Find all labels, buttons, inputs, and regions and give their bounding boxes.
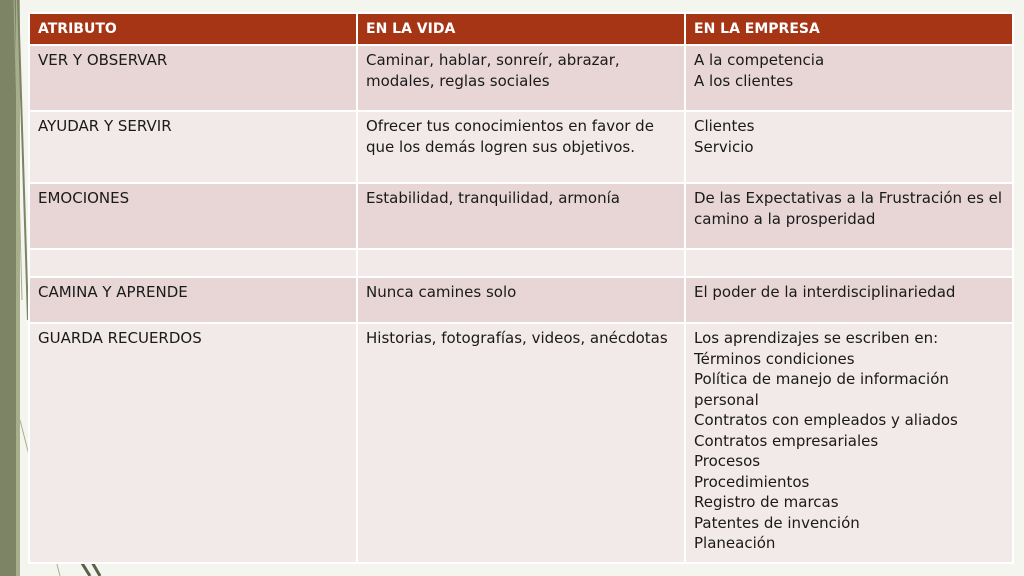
table-cell: GUARDA RECUERDOS xyxy=(29,323,357,563)
table-row xyxy=(29,323,1013,563)
table-row xyxy=(29,111,1013,183)
table-cell xyxy=(357,249,685,277)
table-row xyxy=(29,183,1013,249)
table-cell: VER Y OBSERVAR xyxy=(29,45,357,111)
header-row xyxy=(29,13,1013,45)
header-en-la-vida: EN LA VIDA xyxy=(357,13,685,45)
table-row xyxy=(29,277,1013,323)
table-cell: Historias, fotografías, videos, anécdotas xyxy=(357,323,685,563)
table-cell: CAMINA Y APRENDE xyxy=(29,277,357,323)
table-cell: De las Expectativas a la Frustración es el camino a la prosperidad xyxy=(685,183,1013,249)
table-cell xyxy=(685,249,1013,277)
header-atributo: ATRIBUTO xyxy=(29,13,357,45)
table-cell xyxy=(29,249,357,277)
table-cell: Clientes Servicio xyxy=(685,111,1013,183)
table-row-empty xyxy=(29,249,1013,277)
table-cell: EMOCIONES xyxy=(29,183,357,249)
table-row xyxy=(29,45,1013,111)
table-cell: Estabilidad, tranquilidad, armonía xyxy=(357,183,685,249)
table-cell: AYUDAR Y SERVIR xyxy=(29,111,357,183)
attributes-table xyxy=(28,12,1014,564)
table-cell: Nunca camines solo xyxy=(357,277,685,323)
header-en-la-empresa: EN LA EMPRESA xyxy=(685,13,1013,45)
table-cell: A la competencia A los clientes xyxy=(685,45,1013,111)
table-cell: Caminar, hablar, sonreír, abrazar, modales, reglas sociales xyxy=(357,45,685,111)
table-cell: Los aprendizajes se escriben en: Términos condiciones Política de manejo de información personal Contratos con empleados y aliados Contratos empresariales Procesos Procedimientos Registro de marcas Patentes de invención Planeación xyxy=(685,323,1013,563)
table-cell: El poder de la interdisciplinariedad xyxy=(685,277,1013,323)
table-cell: Ofrecer tus conocimientos en favor de que los demás logren sus objetivos. xyxy=(357,111,685,183)
